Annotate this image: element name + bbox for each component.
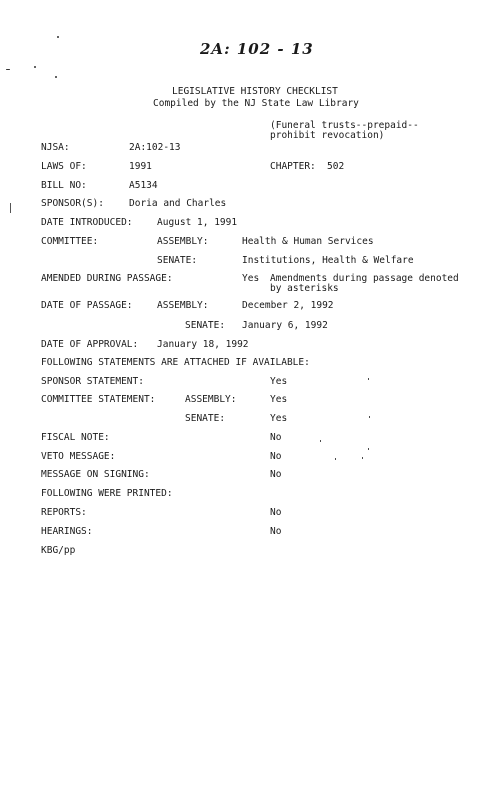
fiscal-note-label: FISCAL NOTE:: [41, 432, 110, 443]
committee-assembly-label: ASSEMBLY:: [157, 236, 209, 247]
sponsor-statement-label: SPONSOR STATEMENT:: [41, 376, 144, 387]
sponsors-value: Doria and Charles: [129, 198, 227, 209]
committee-label: COMMITTEE:: [41, 236, 99, 247]
fiscal-note-value: No: [270, 432, 282, 443]
njsa-label: NJSA:: [41, 142, 70, 153]
message-on-signing-value: No: [270, 469, 282, 480]
veto-message-label: VETO MESSAGE:: [41, 451, 116, 462]
committee-statement-label: COMMITTEE STATEMENT:: [41, 394, 156, 405]
committee-statement-assembly-value: Yes: [270, 394, 288, 405]
committee-statement-senate-label: SENATE:: [185, 413, 226, 424]
amended-note-line1: Amendments during passage denoted: [270, 273, 459, 284]
document-title: LEGISLATIVE HISTORY CHECKLIST: [172, 86, 338, 97]
scan-speck: [368, 378, 369, 380]
scan-speck: [368, 448, 369, 450]
committee-senate-label: SENATE:: [157, 255, 198, 266]
scan-speck: [362, 457, 363, 459]
date-introduced-label: DATE INTRODUCED:: [41, 217, 133, 228]
bill-no-label: BILL NO:: [41, 180, 87, 191]
date-of-approval-label: DATE OF APPROVAL:: [41, 339, 139, 350]
amended-note-line2: by asterisks: [270, 283, 339, 294]
bill-no-value: A5134: [129, 180, 158, 191]
reports-value: No: [270, 507, 282, 518]
scan-speck: [34, 66, 36, 68]
printed-heading: FOLLOWING WERE PRINTED:: [41, 488, 173, 499]
subject-note-line1: (Funeral trusts--prepaid--: [270, 120, 419, 131]
scan-speck: [55, 76, 57, 78]
subject-note-line2: prohibit revocation): [270, 130, 385, 141]
date-of-approval-value: January 18, 1992: [157, 339, 249, 350]
passage-assembly-value: December 2, 1992: [242, 300, 334, 311]
statements-heading: FOLLOWING STATEMENTS ARE ATTACHED IF AVAILABLE:: [41, 357, 310, 368]
passage-senate-value: January 6, 1992: [242, 320, 328, 331]
committee-statement-assembly-label: ASSEMBLY:: [185, 394, 237, 405]
scan-speck: [57, 36, 59, 38]
scan-speck: [369, 416, 370, 418]
committee-assembly-value: Health & Human Services: [242, 236, 374, 247]
laws-of-label: LAWS OF:: [41, 161, 87, 172]
chapter-value: 502: [327, 161, 345, 172]
scan-mark: [10, 203, 11, 213]
hearings-label: HEARINGS:: [41, 526, 93, 537]
amended-label: AMENDED DURING PASSAGE:: [41, 273, 173, 284]
reports-label: REPORTS:: [41, 507, 87, 518]
passage-senate-label: SENATE:: [185, 320, 226, 331]
veto-message-value: No: [270, 451, 282, 462]
hearings-value: No: [270, 526, 282, 537]
sponsor-statement-value: Yes: [270, 376, 288, 387]
document-subtitle: Compiled by the NJ State Law Library: [153, 98, 359, 109]
preparer-initials: KBG/pp: [41, 545, 76, 556]
passage-assembly-label: ASSEMBLY:: [157, 300, 209, 311]
date-of-passage-label: DATE OF PASSAGE:: [41, 300, 133, 311]
handwritten-reference: 2A: 102 - 13: [200, 40, 314, 58]
date-introduced-value: August 1, 1991: [157, 217, 238, 228]
message-on-signing-label: MESSAGE ON SIGNING:: [41, 469, 150, 480]
chapter-label: CHAPTER:: [270, 161, 316, 172]
committee-senate-value: Institutions, Health & Welfare: [242, 255, 414, 266]
scan-speck: [335, 458, 336, 460]
scan-speck: [320, 440, 321, 442]
sponsors-label: SPONSOR(S):: [41, 198, 104, 209]
njsa-value: 2A:102-13: [129, 142, 181, 153]
committee-statement-senate-value: Yes: [270, 413, 288, 424]
laws-of-value: 1991: [129, 161, 152, 172]
amended-value: Yes: [242, 273, 260, 284]
scan-speck: [6, 69, 10, 70]
